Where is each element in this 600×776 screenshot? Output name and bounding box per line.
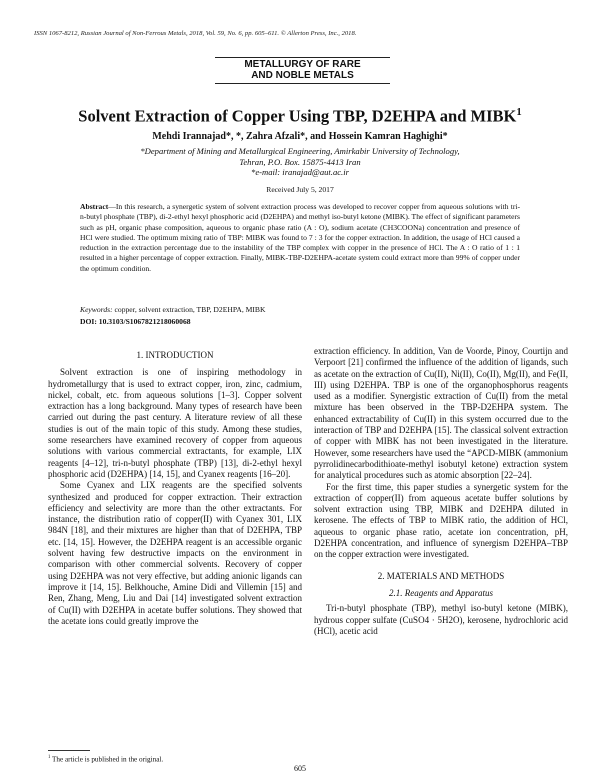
reagents-heading: 2.1. Reagents and Apparatus xyxy=(388,587,494,598)
intro-paragraph-2: Some Cyanex and LIX reagents are the specified solvents synthesized and produced for copper extraction. Their extraction efficiency and selectivity are more than the other extractants. For instance, the distribution ratio of copper(II) with Cyanex 301, LIX 984N [18], and their mixtures are higher than that of D2EHPA, TBP etc. [14, 15]. However, the D2EHPA reagent is an accessible organic solvent having few destructive impacts on the environment in comparison with other commercial solvents. Recovery of copper using D2EHPA was not very effective, but adding anionic ligands can improve it [14, 15]. Belkhouche, Amine Didi and Villemin [15] and Ren, Zhang, Meng, Liu and Dai [14] investigated solvent extraction of Cu(II) with D2EHPA in acetate buffer solutions. They showed that the acetate ions could greatly improve the xyxy=(48,480,302,626)
footnote-mark: 1 xyxy=(48,755,51,760)
doi: DOI: 10.3103/S1067821218060068 xyxy=(80,317,191,326)
keywords xyxy=(80,305,520,315)
section-label xyxy=(215,57,390,84)
author-list: Mehdi Irannajad*, *, Zahra Afzali*, and Hossein Kamran Haghighi* xyxy=(152,131,448,142)
intro-paragraph-3: extraction efficiency. In addition, Van de Voorde, Pinoy, Courtijn and Verpoort [21] confirmed the influence of the addition of ligands, such as acetate on the extraction of Cu(II), Ni(II), Co(II), Mg(II), and Fe(II, III) using D2EHPA. TBP is one of the organophosphorus reagents used as a modifier. Synergistic extraction of Cu(II) from the metal mixture has been observed in the TBP-D2EHPA system. The enhanced extractability of Cu(II) in this system occurred due to the interaction of TBP and D2EHPA [15]. The classical solvent extraction of copper with MIBK has not been investigated in the literature. However, some researchers have used the “APCD-MIBK (ammonium pyrrolidinecarbodithioate-methyl isobutyl ketone) extraction system for analytical procedures such as atomic absorption [22–24]. xyxy=(314,346,568,481)
page-number: 605 xyxy=(294,764,306,773)
abstract-label: Abstract xyxy=(80,202,109,211)
methods-heading: 2. MATERIALS AND METHODS xyxy=(377,570,505,581)
intro-paragraph-4: For the first time, this paper studies a synergetic system for the extraction of copper(II) from aqueous acetate buffer solutions by solvent extraction using TBP, MIBK and D2EHPA diluted in kerosene. The effects of TBP to MIBK ratio, the addition of HCl, aqueous to organic phase ratio, acetate ion concentration, pH, D2EHPA concentration, and influence of synergism D2EHPA–TBP on the copper extraction were investigated. xyxy=(314,481,568,560)
abstract xyxy=(80,202,520,274)
paper-title xyxy=(0,106,600,127)
methods-paragraph-1: Tri-n-butyl phosphate (TBP), methyl iso-butyl ketone (MIBK), hydrous copper sulfate (CuSO4 · 5H2O), kerosene, hydrochloric acid (HCl), acetic acid xyxy=(314,603,568,636)
affiliation-line-1: *Department of Mining and Metallurgical Engineering, Amirkabir University of Technology, xyxy=(140,146,460,156)
footnote xyxy=(48,755,163,763)
keywords-label: Keywords: xyxy=(80,305,113,314)
right-column xyxy=(314,346,568,637)
abstract-text: —In this research, a synergetic system of solvent extraction process was developed to recover copper from aqueous solutions with tri-n-butyl phosphate (TBP), di-2-ethyl hexyl phosphoric acid (D2EHPA) and methyl iso-butyl ketone (MIBK). The effect of significant parameters such as pH, organic phase composition, aqueous to organic phase ratio (A : O), sodium acetate (CH3COONa) concentration and presence of HCl were studied. The optimum mixing ratio of TBP: MIBK was found to 7 : 3 for the copper extraction. In addition, the usage of HCl caused a reduction in the extraction percentage due to the instability of the TBP complex with copper in the presence of HCl. The A : O ratio of 1 : 1 resulted in a higher percentage of copper extraction. Finally, MIBK-TBP-D2EHPA-acetate system could extract more than 99% of copper under the optimum condition. xyxy=(80,202,520,273)
section-line-1: METALLURGY OF RARE xyxy=(244,59,361,70)
section-line-2: AND NOBLE METALS xyxy=(251,70,354,81)
footnote-rule xyxy=(48,750,90,751)
footnote-text: The article is published in the original. xyxy=(52,755,164,764)
title-footnote-mark: 1 xyxy=(516,106,522,118)
journal-header: ISSN 1067-8212, Russian Journal of Non-Ferrous Metals, 2018, Vol. 59, No. 6, pp. 605–611. © Allerton Press, Inc., 2018. xyxy=(34,30,357,37)
keywords-list: copper, solvent extraction, TBP, D2EHPA, MIBK xyxy=(114,305,266,314)
intro-heading: 1. INTRODUCTION xyxy=(136,350,214,360)
paper-title-text: Solvent Extraction of Copper Using TBP, D2EHPA and MIBK xyxy=(78,106,517,126)
affiliation-line-2: Tehran, P.O. Box. 15875-4413 Iran xyxy=(239,156,361,167)
contact-email: *e-mail: iranajad@aut.ac.ir xyxy=(251,167,349,177)
left-column xyxy=(48,346,302,627)
affiliation xyxy=(0,146,600,178)
intro-paragraph-1: Solvent extraction is one of inspiring methodology in hydrometallurgy that is used to extract copper, iron, zinc, cadmium, nickel, cobalt, etc. from aqueous solutions [1–3]. Copper solvent extraction has a long background. Many types of research have been carried out during the past century. A literature review of all these studies is out of the main topic of this study. Among these studies, some researchers have examined recovery of copper from aqueous solutions with various commercial extractants, for example, LIX reagents [4–12], tri-n-butyl phosphate (TBP) [13], di-2-ethyl hexyl phosphoric acid (D2EHPA) [14, 15], and Cyanex reagents [16–20]. xyxy=(48,367,302,479)
received-date: Received July 5, 2017 xyxy=(266,185,334,194)
